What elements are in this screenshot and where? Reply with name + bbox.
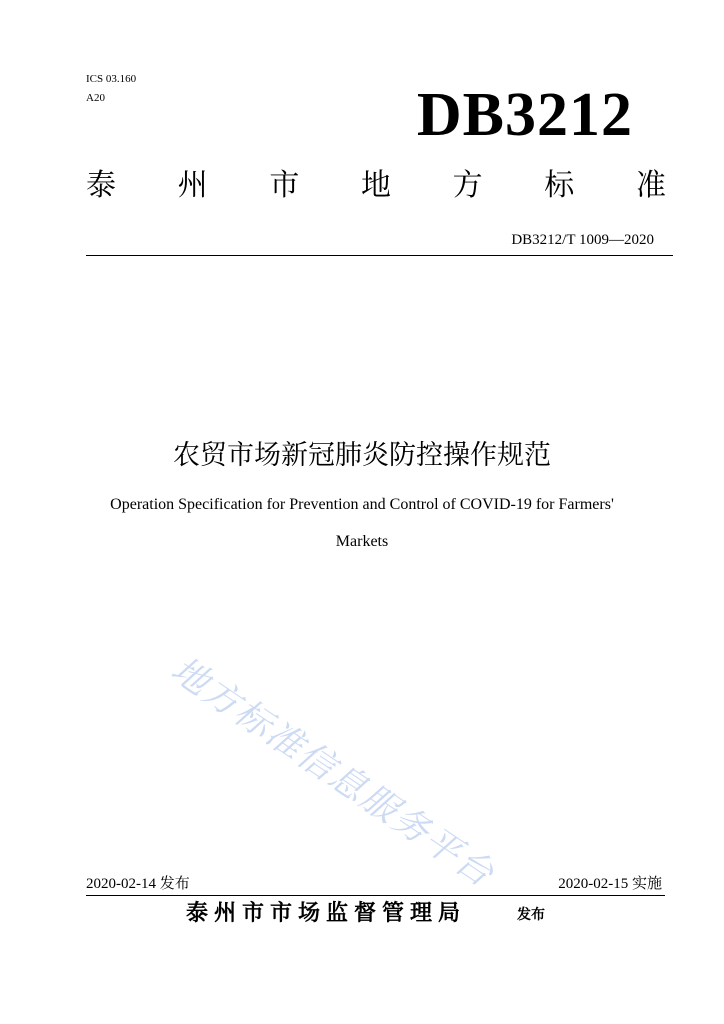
issued-label: 发布: [517, 907, 545, 923]
ccs-code: A20: [86, 92, 105, 104]
document-title-english-line2: Markets: [335, 533, 389, 550]
standard-type-char: 标: [544, 168, 575, 203]
standard-type-char: 准: [635, 168, 666, 203]
implement-date: 2020-02-15 实施: [558, 876, 662, 892]
publish-date: 2020-02-14 发布: [86, 876, 190, 892]
top-divider: [86, 255, 673, 256]
document-title-english-line1: Operation Specification for Prevention and Control of COVID-19 for Farmers': [110, 496, 614, 513]
standard-type-char: 地: [360, 168, 391, 203]
standard-type-char: 方: [452, 168, 483, 203]
standard-type-char: 州: [177, 168, 208, 203]
standard-type-char: 市: [269, 168, 300, 203]
standard-type-char: 泰: [86, 168, 116, 203]
standard-number: DB3212/T 1009—2020: [511, 232, 654, 248]
standard-logo: DB3212: [416, 81, 633, 149]
bottom-divider: [86, 895, 665, 896]
issuing-authority: 泰州市市场监督管理局: [186, 901, 467, 926]
document-title-chinese: 农贸市场新冠肺炎防控操作规范: [173, 440, 551, 471]
standard-type-title: [86, 168, 666, 204]
watermark: 地方标准信息服务平台: [163, 649, 502, 896]
ics-code: ICS 03.160: [86, 73, 137, 85]
